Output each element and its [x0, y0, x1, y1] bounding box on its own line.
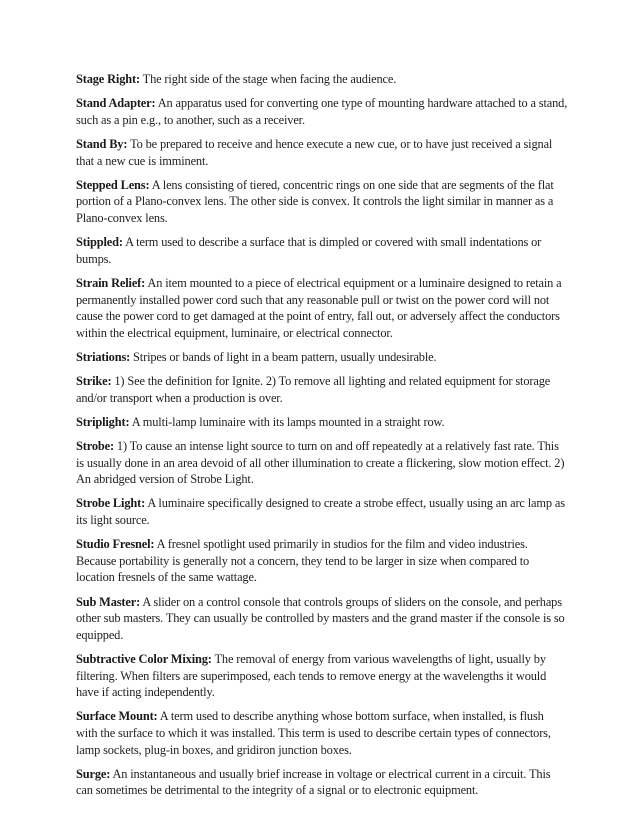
- glossary-entry: [76, 349, 568, 366]
- glossary-term: Strike:: [76, 374, 112, 389]
- glossary-definition: A term used to describe a surface that is dimpled or covered with small indentations or bumps.: [76, 235, 542, 266]
- glossary-definition: The removal of energy from various wavelengths of light, usually by filtering. When filters are superimposed, each tends to remove energy at the wavelengths it would have if acting independently.: [76, 651, 547, 700]
- glossary-definition: A multi-lamp luminaire with its lamps mounted in a straight row.: [129, 414, 445, 429]
- glossary-entry: [76, 536, 568, 586]
- glossary-definition: An instantaneous and usually brief increase in voltage or electrical current in a circuit. This can sometimes be detrimental to the integrity of a signal or to electronic equipment.: [76, 766, 551, 798]
- glossary-definition: A fresnel spotlight used primarily in studios for the film and video industries. Because portability is generally not a concern, they tend to be larger in size when compared to location fresnels of the same wattage.: [76, 537, 530, 585]
- glossary-definition: A slider on a control console that controls groups of sliders on the console, and perhaps other sub masters. They can usually be controlled by masters and the grand master if the console is so equipped.: [76, 594, 565, 642]
- glossary-entry: [76, 495, 568, 528]
- glossary-entry: [76, 594, 568, 644]
- glossary-definition: A term used to describe anything whose bottom surface, when installed, is flush with the surface to which it was installed. This term is used to describe certain types of connectors, lamp sockets, plug-in boxes, and gridiron junction boxes.: [76, 709, 551, 757]
- glossary-term: Surge:: [76, 766, 111, 781]
- glossary-definition: To be prepared to receive and hence execute a new cue, or to have just received a signal that a new cue is imminent.: [76, 136, 553, 168]
- glossary-term: Strain Relief:: [76, 275, 146, 290]
- glossary-entry: [76, 438, 568, 488]
- glossary-definition: A lens consisting of tiered, concentric rings on one side that are segments of the flat portion of a Plano-convex lens. The other side is convex. It controls the light similar in manner as a Plano-convex lens.: [76, 177, 554, 225]
- glossary-term: Sub Master:: [76, 594, 141, 609]
- glossary-definition: A luminaire specifically designed to create a strobe effect, usually using an arc lamp as its light source.: [76, 496, 565, 527]
- glossary-definition: Stripes or bands of light in a beam pattern, usually undesirable.: [130, 349, 437, 364]
- glossary-list: [76, 71, 568, 806]
- glossary-definition: 1) To cause an intense light source to turn on and off repeatedly at a relatively fast rate. This is usually done in an area devoid of all other illumination to create a flickering, slow motion effect. 2) An abridged version of Strobe Light.: [76, 439, 565, 487]
- glossary-entry: [76, 136, 568, 169]
- glossary-entry: [76, 708, 568, 758]
- glossary-entry: [76, 275, 568, 341]
- glossary-entry: [76, 651, 568, 701]
- glossary-entry: [76, 373, 568, 406]
- glossary-entry: [76, 95, 568, 128]
- glossary-term: Stepped Lens:: [76, 177, 150, 192]
- glossary-entry: [76, 177, 568, 227]
- glossary-entry: [76, 766, 568, 799]
- glossary-term: Strobe:: [76, 439, 114, 454]
- glossary-term: Striations:: [76, 349, 131, 364]
- glossary-term: Stand Adapter:: [76, 96, 156, 111]
- glossary-definition: An apparatus used for converting one type of mounting hardware attached to a stand, such as a pin e.g., to another, such as a receiver.: [76, 96, 568, 127]
- glossary-term: Strobe Light:: [76, 496, 146, 511]
- glossary-definition: 1) See the definition for Ignite. 2) To remove all lighting and related equipment for storage and/or transport when a production is over.: [76, 374, 551, 405]
- glossary-term: Stand By:: [76, 136, 128, 151]
- glossary-definition: The right side of the stage when facing the audience.: [139, 72, 397, 86]
- glossary-definition: An item mounted to a piece of electrical equipment or a luminaire designed to retain a permanently installed power cord such that any reasonable pull or twist on the power cord will not cause the power cord to get damaged at the point of entry, fall out, or adversely affect the conductors within the electrical equipment, luminaire, or electrical connector.: [76, 275, 562, 340]
- glossary-term: Stippled:: [76, 235, 123, 250]
- glossary-term: Studio Fresnel:: [76, 537, 155, 552]
- glossary-term: Surface Mount:: [76, 709, 158, 724]
- glossary-entry: [76, 414, 568, 431]
- glossary-entry: [76, 234, 568, 267]
- glossary-term: Stage Right:: [76, 72, 140, 86]
- glossary-term: Subtractive Color Mixing:: [76, 651, 212, 666]
- glossary-entry: [76, 71, 568, 88]
- glossary-term: Striplight:: [76, 414, 130, 429]
